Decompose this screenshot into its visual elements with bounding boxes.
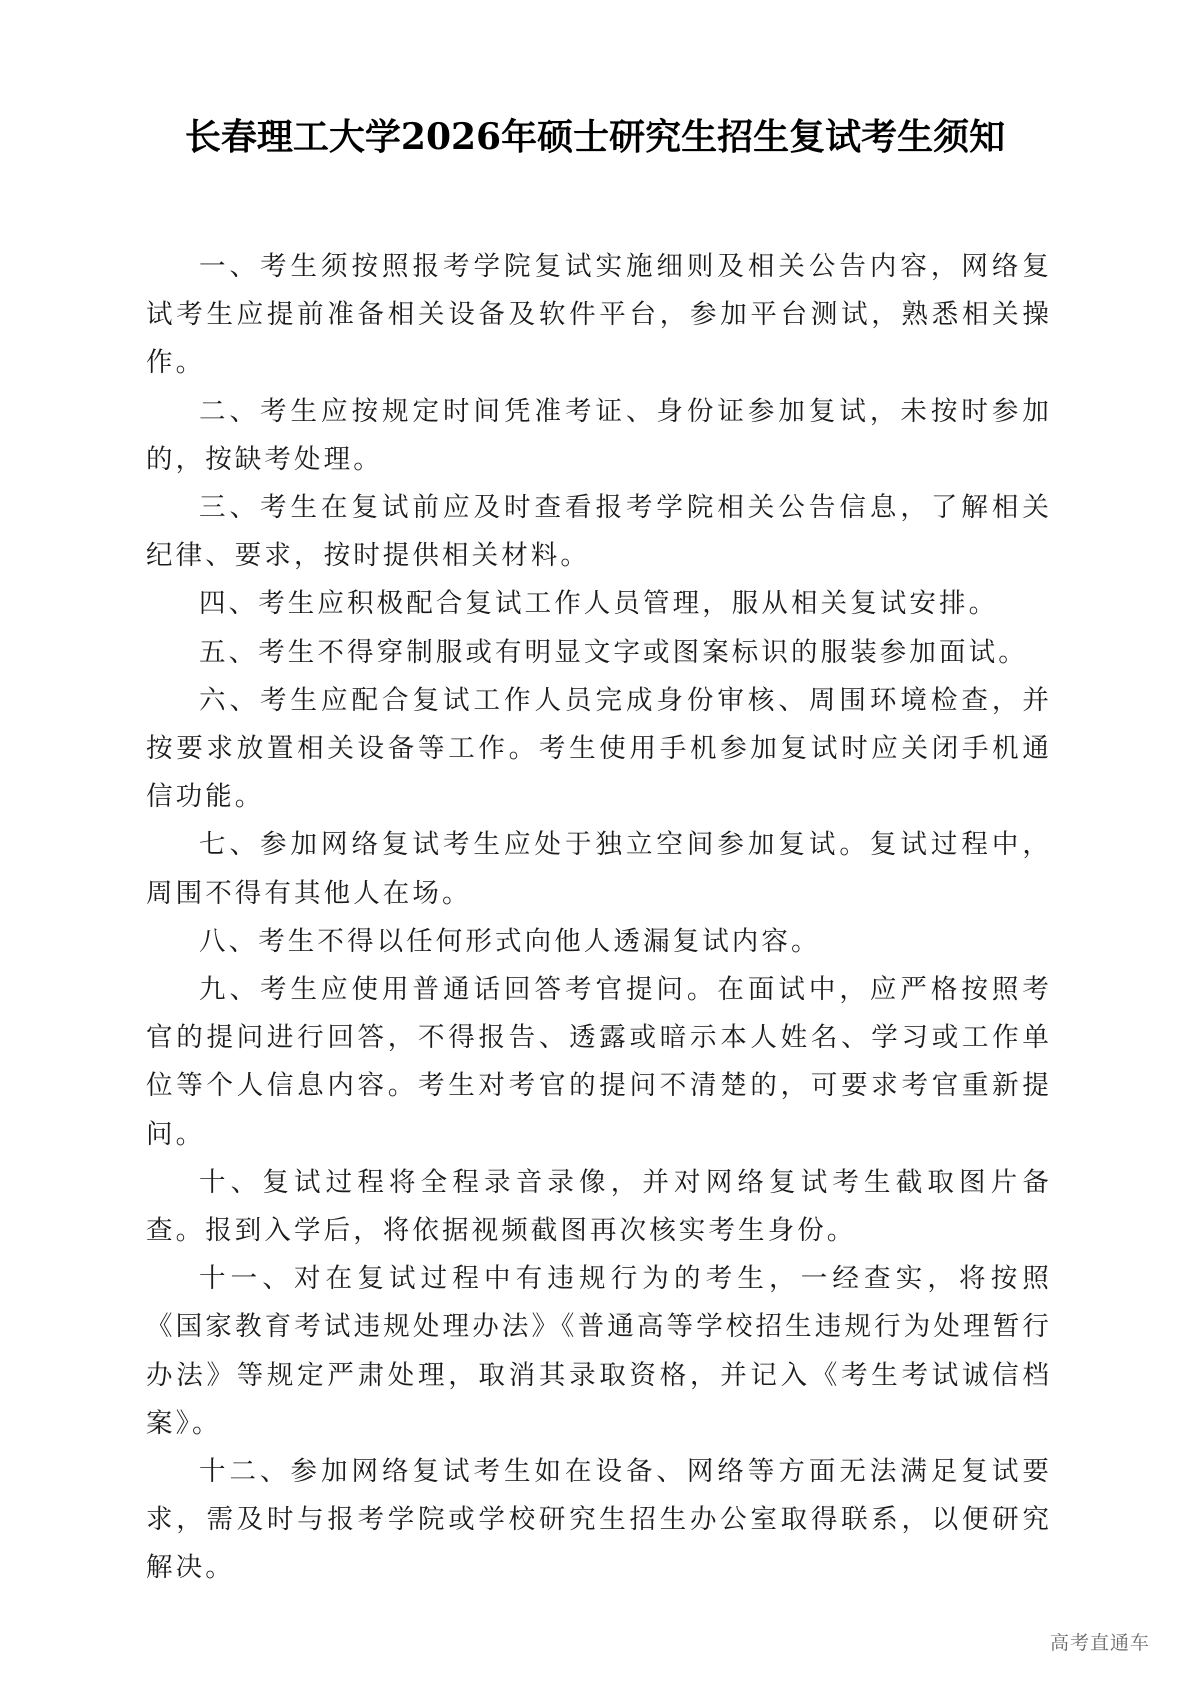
document-title: 长春理工大学2026年硕士研究生招生复试考生须知 xyxy=(184,116,1006,158)
notice-item-1: 一、考生须按照报考学院复试实施细则及相关公告内容，网络复试考生应提前准备相关设备及软件平台，参加平台测试，熟悉相关操作。 xyxy=(146,251,1052,379)
notice-item-2: 二、考生应按规定时间凭准考证、身份证参加复试，未按时参加的，按缺考处理。 xyxy=(146,395,1052,475)
notice-item-6: 六、考生应配合复试工作人员完成身份审核、周围环境检查，并按要求放置相关设备等工作。考生使用手机参加复试时应关闭手机通信功能。 xyxy=(146,684,1052,813)
notice-item-9: 九、考生应使用普通话回答考官提问。在面试中，应严格按照考官的提问进行回答，不得报告、透露或暗示本人姓名、学习或工作单位等个人信息内容。考生对考官的提问不清楚的，可要求考官重新提问。 xyxy=(146,974,1052,1150)
notice-item-10: 十、复试过程将全程录音录像，并对网络复试考生截取图片备查。报到入学后，将依据视频截图再次核实考生身份。 xyxy=(146,1166,1052,1247)
notice-item-12: 十二、参加网络复试考生如在设备、网络等方面无法满足复试要求，需及时与报考学院或学校研究生招生办公室取得联系，以便研究解决。 xyxy=(146,1456,1052,1584)
notice-item-7: 七、参加网络复试考生应处于独立空间参加复试。复试过程中，周围不得有其他人在场。 xyxy=(146,829,1052,909)
notice-item-3: 三、考生在复试前应及时查看报考学院相关公告信息，了解相关纪律、要求，按时提供相关材料。 xyxy=(146,492,1052,572)
notice-item-11: 十一、对在复试过程中有违规行为的考生，一经查实，将按照《国家教育考试违规处理办法》《普通高等学校招生违规行为处理暂行办法》等规定严肃处理，取消其录取资格，并记入《考生考试诚信档案》。 xyxy=(146,1263,1052,1439)
watermark-label: 高考直通车 xyxy=(1050,1632,1151,1654)
notice-item-4: 四、考生应积极配合复试工作人员管理，服从相关复试安排。 xyxy=(199,588,999,620)
notice-item-8: 八、考生不得以任何形式向他人透漏复试内容。 xyxy=(199,925,821,957)
document-body xyxy=(146,243,1052,1593)
notice-item-5: 五、考生不得穿制服或有明显文字或图案标识的服装参加面试。 xyxy=(199,636,1028,668)
